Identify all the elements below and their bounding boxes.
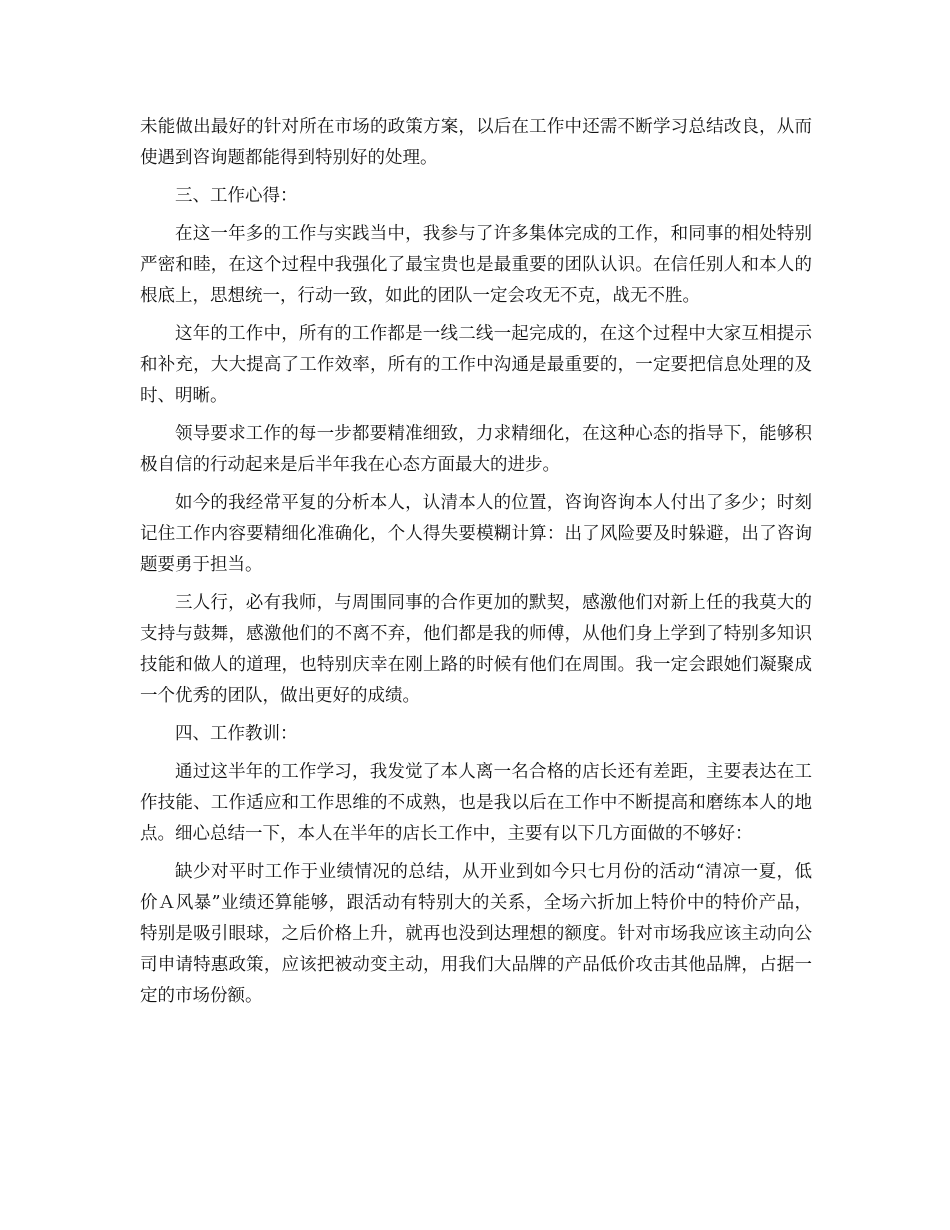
paragraph-colleagues: 三人行，必有我师，与周围同事的合作更加的默契，感激他们对新上任的我莫大的支持与鼓舞，感激他们的不离不弃，他们都是我的师傅，从他们身上学到了特别多知识技能和做人的道理，也特别庆幸在刚上路的时候有他们在周围。我一定会跟她们凝聚成一个优秀的团队，做出更好的成绩。 bbox=[140, 593, 812, 706]
paragraph-self-analysis: 如今的我经常平复的分析本人，认清本人的位置，咨询咨询本人付出了多少；时刻记住工作内容要精细化准确化，个人得失要模糊计算：出了风险要及时躲避，出了咨询题要勇于担当。 bbox=[140, 493, 812, 575]
section-heading-work-insights: 三、工作心得： bbox=[175, 186, 298, 206]
paragraph-shortcomings: 通过这半年的工作学习，我发觉了本人离一名合格的店长还有差距，主要表达在工作技能、工作适应和工作思维的不成熟，也是我以后在工作中不断提高和磨练本人的地点。细心总结一下，本人在半年的店长工作中，主要有以下几方面做的不够好： bbox=[140, 762, 812, 844]
paragraph-continuation: 未能做出最好的针对所在市场的政策方案，以后在工作中还需不断学习总结改良，从而使遇到咨询题都能得到特别好的处理。 bbox=[140, 117, 812, 168]
section-heading-work-lessons: 四、工作教训： bbox=[175, 724, 298, 744]
paragraph-communication: 这年的工作中，所有的工作都是一线二线一起完成的，在这个过程中大家互相提示和补充，大大提高了工作效率，所有的工作中沟通是最重要的，一定要把信息处理的及时、明晰。 bbox=[140, 324, 812, 406]
paragraph-teamwork: 在这一年多的工作与实践当中，我参与了许多集体完成的工作，和同事的相处特别严密和睦，在这个过程中我强化了最宝贵也是最重要的团队认识。在信任别人和本人的根底上，思想统一，行动一致，如此的团队一定会攻无不克，战无不胜。 bbox=[140, 224, 812, 306]
document-body bbox=[140, 112, 812, 1019]
paragraph-leadership-requirements: 领导要求工作的每一步都要精准细致，力求精细化，在这种心态的指导下，能够积极自信的行动起来是后半年我在心态方面最大的进步。 bbox=[140, 424, 812, 475]
paragraph-performance-summary: 缺少对平时工作于业绩情况的总结，从开业到如今只七月份的活动“清凉一夏，低价Ａ风暴”业绩还算能够，跟活动有特别大的关系，全场六折加上特价中的特价产品，特别是吸引眼球，之后价格上升，就再也没到达理想的额度。针对市场我应该主动向公司申请特惠政策，应该把被动变主动，用我们大品牌的产品低价攻击其他品牌，占据一定的市场份额。 bbox=[140, 862, 812, 1006]
